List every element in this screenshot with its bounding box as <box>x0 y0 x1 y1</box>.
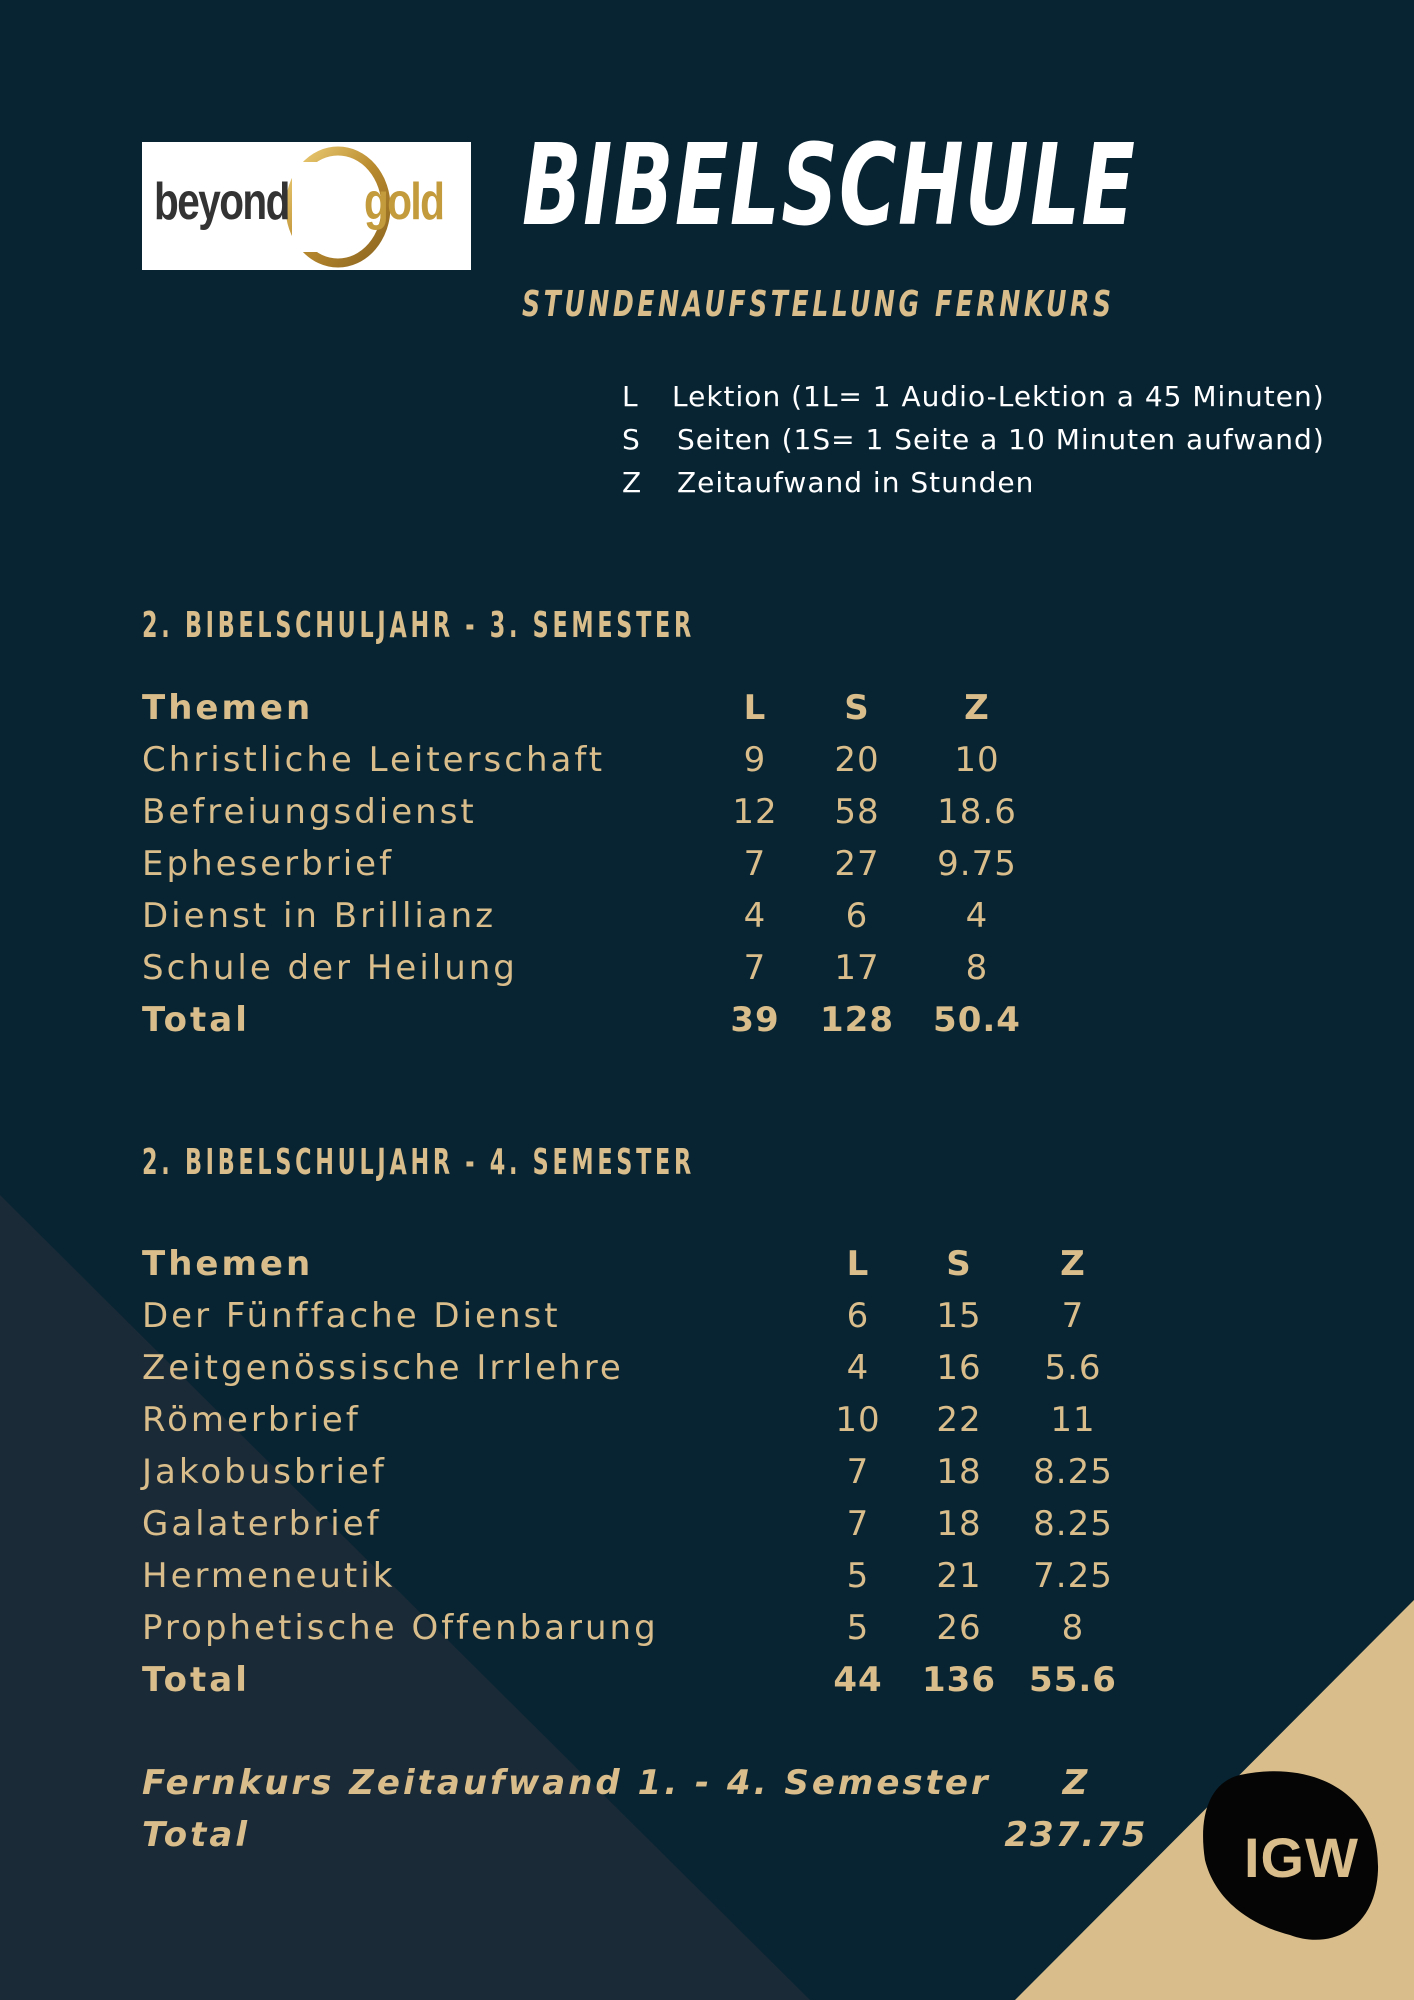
row-topic: Jakobusbrief <box>142 1452 387 1492</box>
row-z: 5.6 <box>1044 1348 1102 1388</box>
column-header-l: L <box>743 688 767 728</box>
row-topic: Galaterbrief <box>142 1504 382 1544</box>
row-topic: Römerbrief <box>142 1400 361 1440</box>
row-topic: Hermeneutik <box>142 1556 396 1596</box>
total-label: Total <box>142 1000 250 1040</box>
row-topic: Christliche Leiterschaft <box>142 740 606 780</box>
summary-z-header: Z <box>1062 1763 1090 1803</box>
row-topic: Befreiungsdienst <box>142 792 477 832</box>
row-z: 18.6 <box>937 792 1017 832</box>
total-s: 128 <box>820 1000 894 1040</box>
column-header-s: S <box>946 1244 972 1284</box>
row-s: 15 <box>936 1296 982 1336</box>
total-s: 136 <box>922 1660 996 1700</box>
row-l: 7 <box>743 844 767 884</box>
row-s: 18 <box>936 1452 982 1492</box>
row-s: 20 <box>834 740 880 780</box>
row-z: 7.25 <box>1033 1556 1113 1596</box>
row-s: 22 <box>936 1400 982 1440</box>
row-l: 6 <box>846 1296 870 1336</box>
row-z: 8.25 <box>1033 1504 1113 1544</box>
row-l: 7 <box>846 1504 870 1544</box>
row-z: 8 <box>1061 1608 1085 1648</box>
row-l: 7 <box>743 948 767 988</box>
row-z: 10 <box>954 740 1000 780</box>
row-l: 5 <box>846 1556 870 1596</box>
legend-key: Z <box>622 466 643 499</box>
row-l: 5 <box>846 1608 870 1648</box>
semester-3-heading: 2. BIBELSCHULJAHR - 3. SEMESTER <box>142 605 695 646</box>
row-topic: Zeitgenössische Irrlehre <box>142 1348 624 1388</box>
legend-text: Lektion (1L= 1 Audio-Lektion a 45 Minuten) <box>672 380 1325 413</box>
row-s: 16 <box>936 1348 982 1388</box>
total-l: 44 <box>833 1660 883 1700</box>
page-subtitle: STUNDENAUFSTELLUNG FERNKURS <box>522 284 1115 325</box>
legend-text: Zeitaufwand in Stunden <box>677 466 1035 499</box>
row-topic: Prophetische Offenbarung <box>142 1608 659 1648</box>
summary-label: Fernkurs Zeitaufwand 1. - 4. Semester <box>142 1763 991 1803</box>
total-z: 55.6 <box>1029 1660 1117 1700</box>
row-s: 27 <box>834 844 880 884</box>
column-header-z: Z <box>964 688 990 728</box>
total-z: 50.4 <box>933 1000 1021 1040</box>
row-l: 9 <box>743 740 767 780</box>
row-z: 9.75 <box>937 844 1017 884</box>
row-z: 8 <box>965 948 989 988</box>
row-s: 17 <box>834 948 880 988</box>
igw-logo-text: IGW <box>1244 1826 1359 1889</box>
row-z: 7 <box>1061 1296 1085 1336</box>
total-l: 39 <box>730 1000 780 1040</box>
row-s: 58 <box>834 792 880 832</box>
logo-word-beyond: beyond <box>154 173 289 231</box>
beyond-gold-logo <box>142 142 471 270</box>
row-s: 21 <box>936 1556 982 1596</box>
row-topic: Epheserbrief <box>142 844 395 884</box>
summary-total-label: Total <box>142 1815 251 1855</box>
row-s: 18 <box>936 1504 982 1544</box>
row-s: 26 <box>936 1608 982 1648</box>
column-header-s: S <box>844 688 870 728</box>
column-header-z: Z <box>1060 1244 1086 1284</box>
row-z: 4 <box>965 896 989 936</box>
row-l: 7 <box>846 1452 870 1492</box>
row-z: 11 <box>1050 1400 1096 1440</box>
column-header-topic: Themen <box>142 1244 314 1284</box>
row-topic: Dienst in Brillianz <box>142 896 497 936</box>
row-l: 12 <box>732 792 778 832</box>
summary-total-value: 237.75 <box>1004 1815 1148 1855</box>
column-header-topic: Themen <box>142 688 314 728</box>
row-s: 6 <box>845 896 869 936</box>
semester-4-heading: 2. BIBELSCHULJAHR - 4. SEMESTER <box>142 1142 695 1183</box>
logo-word-gold: gold <box>364 173 444 231</box>
row-topic: Schule der Heilung <box>142 948 518 988</box>
row-topic: Der Fünffache Dienst <box>142 1296 561 1336</box>
total-label: Total <box>142 1660 250 1700</box>
row-z: 8.25 <box>1033 1452 1113 1492</box>
page-title: BIBELSCHULE <box>522 121 1137 251</box>
column-header-l: L <box>846 1244 870 1284</box>
legend-key: S <box>622 423 641 456</box>
legend-key: L <box>622 380 639 413</box>
row-l: 4 <box>743 896 767 936</box>
row-l: 4 <box>846 1348 870 1388</box>
row-l: 10 <box>835 1400 881 1440</box>
legend-text: Seiten (1S= 1 Seite a 10 Minuten aufwand) <box>677 423 1325 456</box>
